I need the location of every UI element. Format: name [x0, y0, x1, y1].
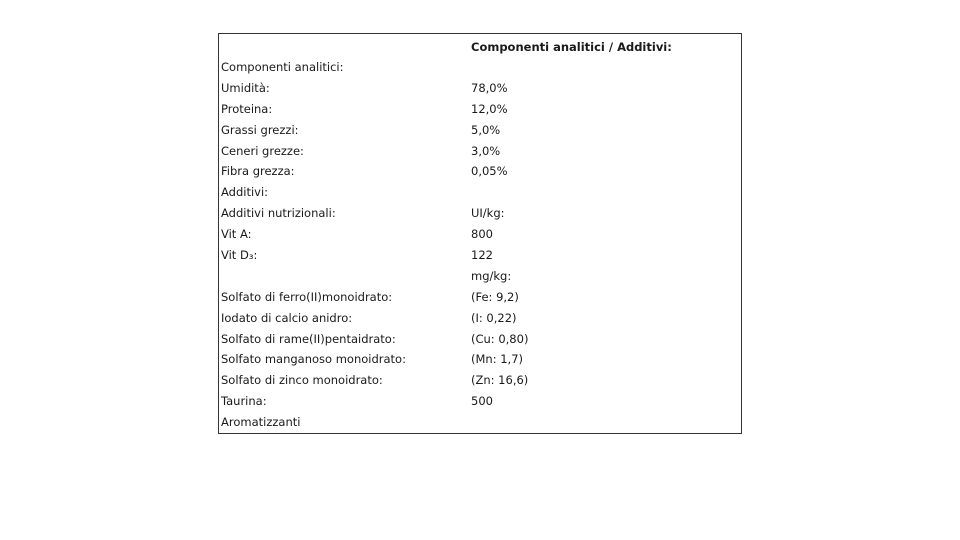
row-label: Componenti analitici:: [221, 60, 344, 74]
row-label: Aromatizzanti: [221, 415, 301, 430]
row-value: 5,0%: [471, 122, 501, 137]
table-header-title: Componenti analitici / Additivi:: [471, 40, 672, 54]
table-rows: [219, 57, 741, 433]
row-value: (Cu: 0,80): [471, 331, 529, 346]
table-row: [219, 287, 741, 308]
row-value: 122: [471, 248, 493, 263]
row-value: 3,0%: [471, 143, 501, 158]
row-value: 800: [471, 227, 493, 242]
row-label: Proteina:: [221, 101, 273, 116]
row-value: (Fe: 9,2): [471, 289, 519, 304]
row-label: Fibra grezza:: [221, 164, 295, 179]
table-row: [219, 99, 741, 120]
row-label: Additivi nutrizionali:: [221, 206, 336, 221]
row-value: 0,05%: [471, 164, 508, 179]
row-label: Ceneri grezze:: [221, 143, 304, 158]
table-row: [219, 349, 741, 370]
row-label: Vit D₃:: [221, 248, 258, 263]
table-row: [219, 412, 741, 433]
row-label: Vit A:: [221, 227, 252, 242]
table-row: [219, 391, 741, 412]
table-row: [219, 182, 741, 203]
composition-table: [218, 33, 742, 434]
row-value: (Mn: 1,7): [471, 352, 524, 367]
row-label: Taurina:: [221, 394, 267, 409]
table-row: [219, 224, 741, 245]
row-value: (Zn: 16,6): [471, 373, 529, 388]
table-row: [219, 78, 741, 99]
table-row: [219, 203, 741, 224]
row-value: 12,0%: [471, 101, 508, 116]
table-row: [219, 308, 741, 329]
table-header-row: [219, 34, 741, 58]
table-row: [219, 329, 741, 350]
table-row: [219, 266, 741, 287]
table-row: [219, 141, 741, 162]
table-row: [219, 161, 741, 182]
row-value: (I: 0,22): [471, 310, 517, 325]
row-label: Solfato di rame(II)pentaidrato:: [221, 331, 396, 346]
table-row: [219, 370, 741, 391]
table-row: [219, 120, 741, 141]
row-label: Umidità:: [221, 80, 270, 95]
row-label: Solfato manganoso monoidrato:: [221, 352, 406, 367]
row-label: Solfato di ferro(II)monoidrato:: [221, 289, 393, 304]
row-value: 500: [471, 394, 493, 409]
row-label: Grassi grezzi:: [221, 122, 299, 137]
row-label: Iodato di calcio anidro:: [221, 310, 353, 325]
row-value: UI/kg:: [471, 206, 505, 221]
row-label: Solfato di zinco monoidrato:: [221, 373, 383, 388]
row-value: mg/kg:: [471, 268, 512, 283]
row-value: 78,0%: [471, 80, 508, 95]
table-row: [219, 57, 741, 78]
row-label: Additivi:: [221, 185, 269, 200]
table-row: [219, 245, 741, 266]
